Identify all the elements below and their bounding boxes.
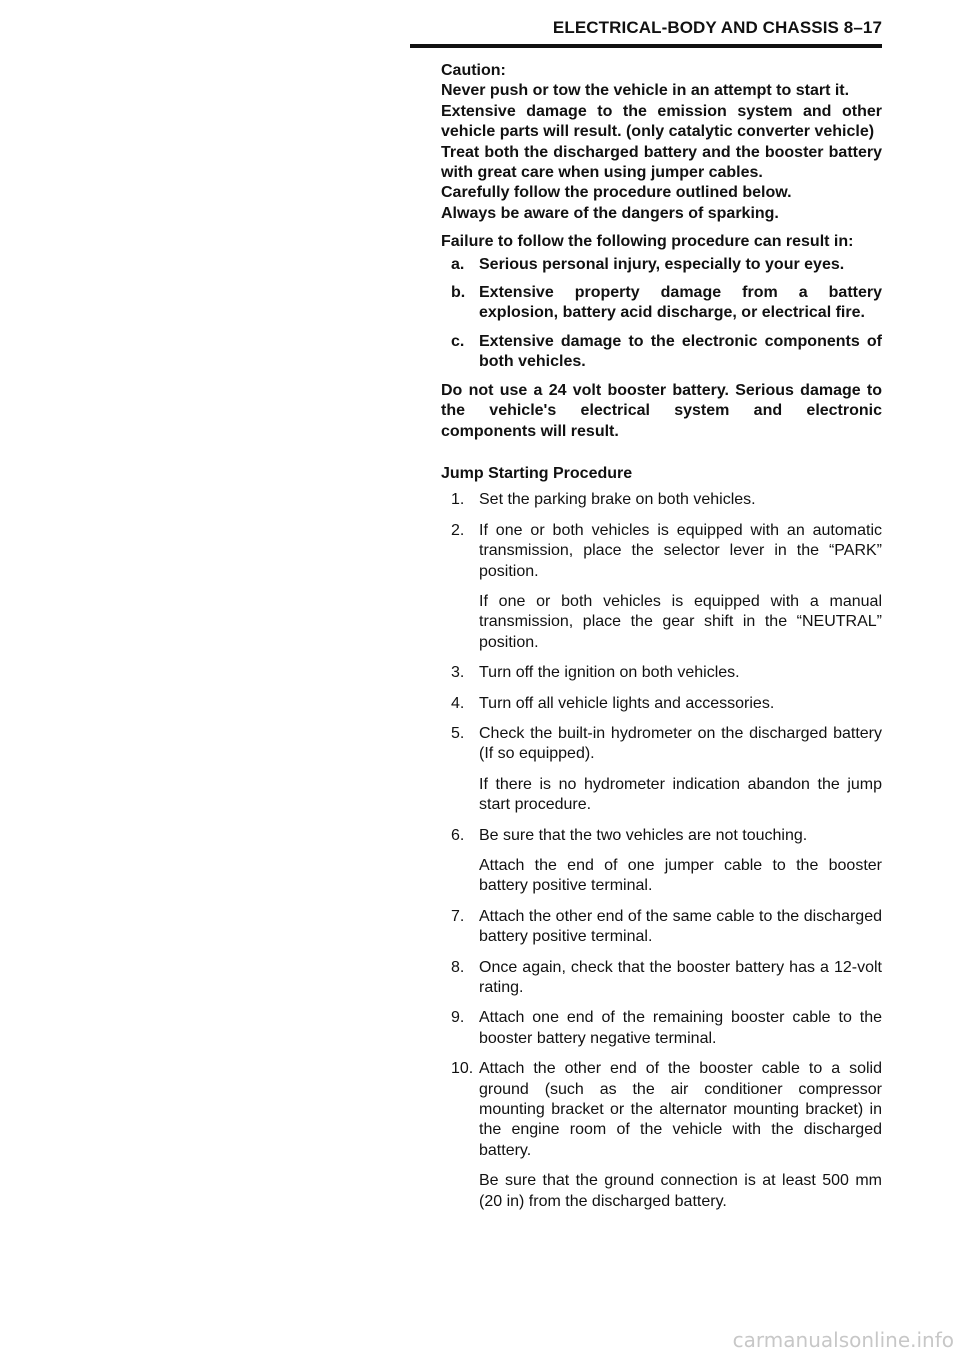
step-text: Attach the other end of the booster cable to a solid ground (such as the air conditioner compressor mounting bracket or the alternator mounting bracket) in the engine room of the vehicle with the discharged battery.: [479, 1060, 882, 1159]
step-item: [441, 694, 882, 714]
failure-warning: Do not use a 24 volt booster battery. Serious damage to the vehicle's electrical system and electronic components will result.: [441, 381, 882, 440]
step-note: Attach the end of one jumper cable to the booster battery positive terminal.: [479, 857, 882, 895]
failure-text: Extensive damage to the electronic components of both vehicles.: [479, 332, 882, 371]
caution-line: Never push or tow the vehicle in an attempt to start it.: [441, 82, 850, 100]
step-number: 8.: [451, 958, 465, 976]
page-title: ELECTRICAL-BODY AND CHASSIS 8–17: [552, 18, 882, 37]
caution-line: Treat both the discharged battery and the booster battery with great care when using jumper cables.: [441, 143, 882, 182]
failure-block: [441, 232, 882, 442]
step-number: 3.: [451, 664, 465, 682]
failure-item: [441, 332, 882, 373]
step-number: 9.: [451, 1009, 465, 1027]
step-text: Turn off all vehicle lights and accessories.: [479, 694, 775, 712]
step-text: Attach one end of the remaining booster cable to the booster battery negative terminal.: [479, 1009, 882, 1047]
step-item: [441, 521, 882, 582]
content-column: [441, 61, 882, 1222]
step-text: Check the built-in hydrometer on the discharged battery (If so equipped).: [479, 724, 882, 763]
step-item: [441, 490, 882, 510]
failure-mark: c.: [451, 332, 465, 350]
step-number: 6.: [451, 826, 465, 844]
step-number: 10.: [451, 1060, 474, 1078]
caution-label: Caution:: [441, 62, 506, 79]
step-number: 5.: [451, 724, 465, 742]
step-text: Be sure that the two vehicles are not touching.: [479, 826, 808, 844]
procedure-steps: [441, 490, 882, 1212]
caution-line: Extensive damage to the emission system and other vehicle parts will result. (only catalytic converter vehicle): [441, 102, 882, 141]
step-item: [441, 958, 882, 999]
step-item: [441, 1059, 882, 1161]
failure-mark: a.: [451, 255, 465, 273]
step-item: [441, 663, 882, 683]
step-text: If one or both vehicles is equipped with an automatic transmission, place the selector lever in the “PARK” position.: [479, 521, 882, 580]
step-note: If one or both vehicles is equipped with a manual transmission, place the gear shift in the “NEUTRAL” position.: [479, 592, 882, 651]
step-note: If there is no hydrometer indication abandon the jump start procedure.: [479, 775, 882, 814]
step-item: [441, 826, 882, 846]
caution-block: [441, 61, 882, 224]
step-text: Once again, check that the booster battery has a 12-volt rating.: [479, 958, 882, 997]
failure-text: Extensive property damage from a battery explosion, battery acid discharge, or electrical fire.: [479, 284, 882, 322]
failure-item: [441, 255, 882, 275]
step-number: 4.: [451, 694, 465, 712]
failure-item: [441, 283, 882, 324]
step-number: 7.: [451, 907, 465, 925]
step-text: Attach the other end of the same cable to the discharged battery positive terminal.: [479, 907, 882, 946]
step-number: 2.: [451, 521, 465, 539]
step-number: 1.: [451, 491, 465, 509]
failure-text: Serious personal injury, especially to your eyes.: [479, 255, 845, 273]
step-item: [441, 907, 882, 948]
page-header: [410, 18, 882, 48]
step-item: [441, 1008, 882, 1049]
caution-line: Always be aware of the dangers of sparking.: [441, 204, 779, 222]
watermark: carmanualsonline.info: [732, 1328, 954, 1352]
step-text: Set the parking brake on both vehicles.: [479, 491, 756, 509]
procedure-title: Jump Starting Procedure: [441, 464, 633, 482]
step-item: [441, 724, 882, 765]
step-note: Be sure that the ground connection is at least 500 mm (20 in) from the discharged battery.: [479, 1172, 882, 1210]
failure-intro: Failure to follow the following procedure can result in:: [441, 233, 854, 251]
step-text: Turn off the ignition on both vehicles.: [479, 664, 740, 682]
failure-mark: b.: [451, 284, 466, 302]
caution-line: Carefully follow the procedure outlined below.: [441, 184, 792, 202]
